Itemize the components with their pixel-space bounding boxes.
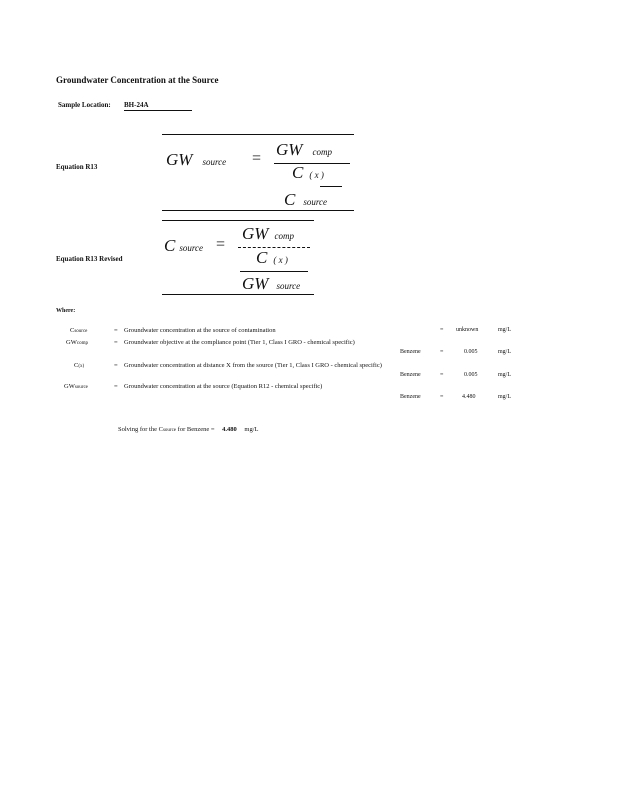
def-text: Groundwater concentration at distance X from the source (Tier 1, Class I GRO - chemical specific): [124, 362, 382, 369]
eq-r13r-den-main: GW: [242, 274, 269, 293]
def-value: 0.005: [464, 372, 478, 378]
def-eq: =: [440, 372, 444, 378]
eq-r13r-denominator: [242, 274, 300, 294]
def-symbol-main: C: [74, 362, 79, 369]
eq-r13r-num-main: GW: [242, 224, 269, 243]
eq-r13r-lhs-sub: source: [179, 243, 204, 253]
eq-r13r-bottom-rule: [162, 294, 314, 295]
def-symbol: [74, 362, 84, 369]
def-symbol-main: C: [70, 327, 75, 334]
def-symbol: [66, 339, 88, 346]
def-unit: mg/L: [498, 372, 511, 378]
def-dash: =: [114, 383, 118, 390]
eq-r13r-numerator: [242, 224, 294, 244]
def-symbol-sub: comp: [76, 341, 88, 346]
def-dash: =: [114, 339, 118, 346]
equation-r13-revised-label: Equation R13 Revised: [56, 255, 123, 263]
eq-r13-num-main: GW: [276, 140, 303, 159]
sample-location-label: Sample Location:: [58, 101, 111, 109]
def-eq: =: [440, 394, 444, 400]
equation-r13-lhs: [166, 150, 226, 170]
def-unit: mg/L: [498, 327, 511, 333]
sample-location-underline: [124, 110, 192, 111]
sample-location-value: BH-24A: [124, 101, 149, 109]
eq-r13-lhs-main: GW: [166, 150, 193, 169]
def-text: Groundwater objective at the compliance point (Tier 1, Class I GRO - chemical specific): [124, 339, 355, 346]
def-dash: =: [114, 362, 118, 369]
eq-r13r-lhs: [164, 236, 203, 256]
eq-r13-mid-underline: [320, 186, 342, 187]
def-symbol-sub: source: [74, 329, 88, 334]
eq-r13r-mid-underline: [240, 271, 308, 272]
eq-r13r-top-rule: [162, 220, 314, 221]
def-chemical: Benzene: [400, 349, 421, 355]
where-label: Where:: [56, 308, 76, 314]
eq-r13r-lhs-main: C: [164, 236, 176, 255]
def-eq: =: [440, 327, 444, 333]
def-value: 4.480: [462, 394, 476, 400]
equation-r13-label: Equation R13: [56, 163, 98, 171]
def-symbol: [64, 383, 88, 390]
def-unit: mg/L: [498, 394, 511, 400]
eq-r13-mid-main: C: [292, 163, 304, 182]
eq-r13r-equals: =: [216, 236, 226, 253]
page-title: Groundwater Concentration at the Source: [56, 75, 219, 85]
eq-r13r-num-sub: comp: [274, 231, 294, 241]
eq-r13-denominator: [284, 190, 327, 210]
def-chemical: Benzene: [400, 372, 421, 378]
def-dash: =: [114, 327, 118, 334]
eq-r13-numerator: [276, 140, 332, 160]
def-symbol-main: GW: [66, 339, 77, 346]
def-symbol-sub: source: [74, 385, 88, 390]
solve-line: [118, 426, 259, 433]
eq-r13-middle: [292, 163, 324, 183]
eq-r13r-den-sub: source: [276, 281, 301, 291]
def-symbol-main: GW: [64, 383, 75, 390]
solve-prefix-sub: source: [162, 428, 177, 433]
solve-unit: mg/L: [244, 426, 259, 433]
eq-r13r-mid-sub: ( x ): [273, 255, 288, 265]
eq-r13-bottom-rule: [162, 210, 354, 211]
solve-value: 4.480: [222, 426, 237, 433]
eq-r13-den-sub: source: [303, 197, 328, 207]
eq-r13-equals: =: [252, 150, 262, 167]
def-text: Groundwater concentration at the source (Equation R12 - chemical specific): [124, 383, 323, 390]
def-symbol: [70, 327, 87, 334]
def-text: Groundwater concentration at the source of contamination: [124, 327, 276, 334]
def-chemical: Benzene: [400, 394, 421, 400]
equation-r13-top-rule: [162, 134, 354, 135]
def-value: unknown: [456, 327, 479, 333]
eq-r13r-mid-main: C: [256, 248, 268, 267]
eq-r13-den-main: C: [284, 190, 296, 209]
eq-r13-num-sub: comp: [312, 147, 332, 157]
eq-r13-lhs-sub: source: [202, 157, 227, 167]
def-eq: =: [440, 349, 444, 355]
def-symbol-sub: (x): [78, 364, 85, 369]
solve-suffix: for Benzene =: [177, 426, 215, 433]
eq-r13r-middle: [256, 248, 288, 268]
def-unit: mg/L: [498, 349, 511, 355]
solve-prefix: Solving for the C: [118, 426, 163, 433]
eq-r13-mid-sub: ( x ): [309, 170, 324, 180]
def-value: 0.005: [464, 349, 478, 355]
